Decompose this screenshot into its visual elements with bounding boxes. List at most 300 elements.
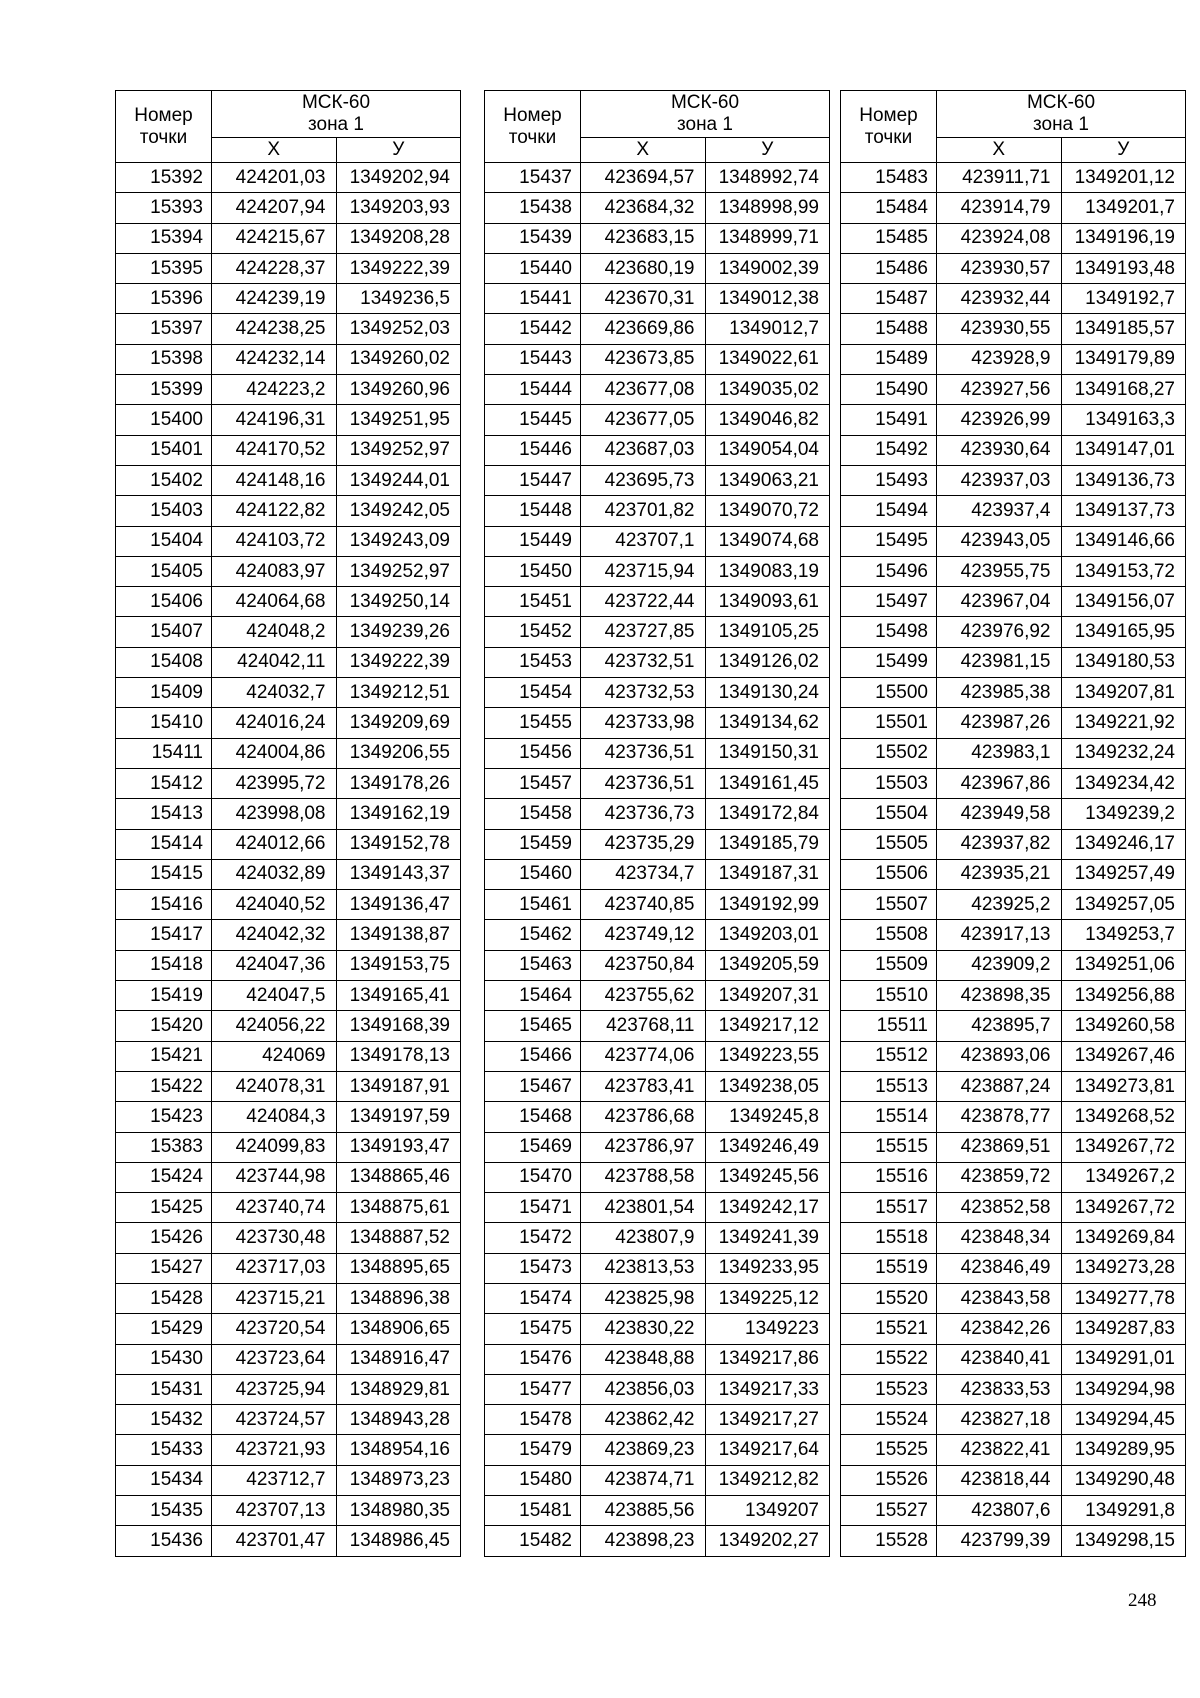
point-number-cell: 15487: [841, 284, 937, 314]
x-coordinate-cell: 423786,97: [581, 1132, 706, 1162]
point-number-cell: 15434: [116, 1465, 212, 1495]
point-number-cell: 15437: [485, 163, 581, 193]
table-row: [485, 1162, 830, 1192]
y-coordinate-cell: 1349192,99: [705, 890, 830, 920]
x-coordinate-cell: 424047,5: [212, 981, 337, 1011]
table-row: [841, 1314, 1186, 1344]
y-coordinate-cell: 1349252,97: [336, 556, 461, 586]
y-coordinate-cell: 1349257,49: [1061, 859, 1186, 889]
table-row: [116, 890, 461, 920]
x-coordinate-cell: 424042,11: [212, 647, 337, 677]
x-coordinate-cell: 424084,3: [212, 1102, 337, 1132]
x-coordinate-cell: 423774,06: [581, 1041, 706, 1071]
y-coordinate-cell: 1349246,17: [1061, 829, 1186, 859]
point-number-cell: 15411: [116, 738, 212, 768]
x-coordinate-cell: 423878,77: [937, 1102, 1062, 1132]
y-coordinate-cell: 1348986,45: [336, 1526, 461, 1556]
header-y: У: [1061, 138, 1186, 163]
x-coordinate-cell: 423914,79: [937, 193, 1062, 223]
x-coordinate-cell: 423669,86: [581, 314, 706, 344]
y-coordinate-cell: 1348916,47: [336, 1344, 461, 1374]
y-coordinate-cell: 1349022,61: [705, 344, 830, 374]
x-coordinate-cell: 423722,44: [581, 587, 706, 617]
table-row: [841, 981, 1186, 1011]
table-row: [116, 1011, 461, 1041]
point-number-cell: 15504: [841, 799, 937, 829]
table-row: [116, 1223, 461, 1253]
x-coordinate-cell: 423684,32: [581, 193, 706, 223]
point-number-cell: 15445: [485, 405, 581, 435]
table-row: [485, 829, 830, 859]
y-coordinate-cell: 1349192,7: [1061, 284, 1186, 314]
y-coordinate-cell: 1348999,71: [705, 223, 830, 253]
table-row: [116, 284, 461, 314]
table-row: [116, 465, 461, 495]
table-row: [841, 890, 1186, 920]
x-coordinate-cell: 423930,64: [937, 435, 1062, 465]
point-number-cell: 15476: [485, 1344, 581, 1374]
y-coordinate-cell: 1349291,01: [1061, 1344, 1186, 1374]
x-coordinate-cell: 424004,86: [212, 738, 337, 768]
point-number-cell: 15511: [841, 1011, 937, 1041]
y-coordinate-cell: 1349250,14: [336, 587, 461, 617]
x-coordinate-cell: 423840,41: [937, 1344, 1062, 1374]
table-row: [841, 193, 1186, 223]
x-coordinate-cell: 424223,2: [212, 375, 337, 405]
point-number-cell: 15456: [485, 738, 581, 768]
y-coordinate-cell: 1349153,75: [336, 950, 461, 980]
x-coordinate-cell: 424012,66: [212, 829, 337, 859]
point-number-cell: 15486: [841, 253, 937, 283]
y-coordinate-cell: 1349269,84: [1061, 1223, 1186, 1253]
table-row: [841, 1405, 1186, 1435]
point-number-cell: 15490: [841, 375, 937, 405]
y-coordinate-cell: 1349134,62: [705, 708, 830, 738]
y-coordinate-cell: 1349138,87: [336, 920, 461, 950]
x-coordinate-cell: 423955,75: [937, 556, 1062, 586]
point-number-cell: 15428: [116, 1283, 212, 1313]
point-number-cell: 15502: [841, 738, 937, 768]
table-row: [485, 981, 830, 1011]
y-coordinate-cell: 1349233,95: [705, 1253, 830, 1283]
y-coordinate-cell: 1349180,53: [1061, 647, 1186, 677]
point-number-cell: 15397: [116, 314, 212, 344]
y-coordinate-cell: 1349251,06: [1061, 950, 1186, 980]
point-number-cell: 15488: [841, 314, 937, 344]
x-coordinate-cell: 423744,98: [212, 1162, 337, 1192]
point-number-cell: 15508: [841, 920, 937, 950]
y-coordinate-cell: 1349212,51: [336, 678, 461, 708]
table-row: [485, 284, 830, 314]
table-row: [485, 738, 830, 768]
x-coordinate-cell: 424239,19: [212, 284, 337, 314]
x-coordinate-cell: 423725,94: [212, 1374, 337, 1404]
table-row: [116, 708, 461, 738]
x-coordinate-cell: 423715,94: [581, 556, 706, 586]
table-row: [485, 375, 830, 405]
y-coordinate-cell: 1349093,61: [705, 587, 830, 617]
x-coordinate-cell: 423983,1: [937, 738, 1062, 768]
x-coordinate-cell: 424232,14: [212, 344, 337, 374]
x-coordinate-cell: 423926,99: [937, 405, 1062, 435]
x-coordinate-cell: 424170,52: [212, 435, 337, 465]
y-coordinate-cell: 1349178,26: [336, 768, 461, 798]
y-coordinate-cell: 1349291,8: [1061, 1496, 1186, 1526]
table-row: [485, 617, 830, 647]
x-coordinate-cell: 423687,03: [581, 435, 706, 465]
y-coordinate-cell: 1349168,27: [1061, 375, 1186, 405]
x-coordinate-cell: 423740,85: [581, 890, 706, 920]
table-row: [116, 1102, 461, 1132]
x-coordinate-cell: 424148,16: [212, 465, 337, 495]
point-number-cell: 15408: [116, 647, 212, 677]
point-number-cell: 15432: [116, 1405, 212, 1435]
table-row: [841, 678, 1186, 708]
x-coordinate-cell: 423801,54: [581, 1193, 706, 1223]
table-row: [485, 253, 830, 283]
point-number-cell: 15451: [485, 587, 581, 617]
header-msk-zone: [937, 91, 1186, 138]
y-coordinate-cell: 1349187,31: [705, 859, 830, 889]
point-number-cell: 15479: [485, 1435, 581, 1465]
y-coordinate-cell: 1349242,05: [336, 496, 461, 526]
table-row: [841, 799, 1186, 829]
x-coordinate-cell: 424201,03: [212, 163, 337, 193]
point-number-cell: 15447: [485, 465, 581, 495]
table-row: [841, 1011, 1186, 1041]
point-number-cell: 15406: [116, 587, 212, 617]
point-number-cell: 15395: [116, 253, 212, 283]
y-coordinate-cell: 1349203,93: [336, 193, 461, 223]
table-row: [485, 799, 830, 829]
y-coordinate-cell: 1349196,19: [1061, 223, 1186, 253]
point-number-cell: 15459: [485, 829, 581, 859]
table-row: [485, 647, 830, 677]
x-coordinate-cell: 423898,35: [937, 981, 1062, 1011]
point-number-cell: 15419: [116, 981, 212, 1011]
point-number-cell: 15505: [841, 829, 937, 859]
y-coordinate-cell: 1349217,64: [705, 1435, 830, 1465]
table-row: [485, 1011, 830, 1041]
x-coordinate-cell: 423755,62: [581, 981, 706, 1011]
x-coordinate-cell: 423825,98: [581, 1283, 706, 1313]
point-number-cell: 15475: [485, 1314, 581, 1344]
x-coordinate-cell: 423813,53: [581, 1253, 706, 1283]
point-number-cell: 15526: [841, 1465, 937, 1495]
x-coordinate-cell: 423720,54: [212, 1314, 337, 1344]
x-coordinate-cell: 423930,55: [937, 314, 1062, 344]
y-coordinate-cell: 1349153,72: [1061, 556, 1186, 586]
x-coordinate-cell: 423937,82: [937, 829, 1062, 859]
x-coordinate-cell: 424056,22: [212, 1011, 337, 1041]
x-coordinate-cell: 424069: [212, 1041, 337, 1071]
table-row: [116, 1071, 461, 1101]
table-row: [116, 768, 461, 798]
y-coordinate-cell: 1349244,01: [336, 465, 461, 495]
y-coordinate-cell: 1349063,21: [705, 465, 830, 495]
table-row: [485, 556, 830, 586]
y-coordinate-cell: 1349222,39: [336, 647, 461, 677]
x-coordinate-cell: 423695,73: [581, 465, 706, 495]
point-number-cell: 15436: [116, 1526, 212, 1556]
x-coordinate-cell: 423943,05: [937, 526, 1062, 556]
table-row: [116, 1253, 461, 1283]
x-coordinate-cell: 424083,97: [212, 556, 337, 586]
point-number-cell: 15394: [116, 223, 212, 253]
point-number-cell: 15460: [485, 859, 581, 889]
y-coordinate-cell: 1349256,88: [1061, 981, 1186, 1011]
table-row: [116, 799, 461, 829]
y-coordinate-cell: 1349161,45: [705, 768, 830, 798]
y-coordinate-cell: 1349234,42: [1061, 768, 1186, 798]
point-number-cell: 15481: [485, 1496, 581, 1526]
y-coordinate-cell: 1349239,2: [1061, 799, 1186, 829]
point-number-cell: 15399: [116, 375, 212, 405]
x-coordinate-cell: 424207,94: [212, 193, 337, 223]
y-coordinate-cell: 1349239,26: [336, 617, 461, 647]
x-coordinate-cell: 424103,72: [212, 526, 337, 556]
point-number-cell: 15415: [116, 859, 212, 889]
x-coordinate-cell: 423717,03: [212, 1253, 337, 1283]
y-coordinate-cell: 1349217,12: [705, 1011, 830, 1041]
x-coordinate-cell: 423852,58: [937, 1193, 1062, 1223]
table-row: [485, 193, 830, 223]
point-number-cell: 15498: [841, 617, 937, 647]
table-row: [116, 375, 461, 405]
point-number-cell: 15496: [841, 556, 937, 586]
x-coordinate-cell: 423985,38: [937, 678, 1062, 708]
y-coordinate-cell: 1349207,31: [705, 981, 830, 1011]
x-coordinate-cell: 424196,31: [212, 405, 337, 435]
point-number-cell: 15500: [841, 678, 937, 708]
y-coordinate-cell: 1349207: [705, 1496, 830, 1526]
point-number-cell: 15401: [116, 435, 212, 465]
table-row: [841, 1253, 1186, 1283]
x-coordinate-cell: 424016,24: [212, 708, 337, 738]
y-coordinate-cell: 1348875,61: [336, 1193, 461, 1223]
x-coordinate-cell: 423733,98: [581, 708, 706, 738]
x-coordinate-cell: 423848,88: [581, 1344, 706, 1374]
point-number-cell: 15431: [116, 1374, 212, 1404]
table-row: [485, 1132, 830, 1162]
x-coordinate-cell: 423887,24: [937, 1071, 1062, 1101]
point-number-cell: 15440: [485, 253, 581, 283]
y-coordinate-cell: 1349137,73: [1061, 496, 1186, 526]
x-coordinate-cell: 424078,31: [212, 1071, 337, 1101]
point-number-cell: 15469: [485, 1132, 581, 1162]
table-row: [841, 223, 1186, 253]
y-coordinate-cell: 1349294,98: [1061, 1374, 1186, 1404]
table-row: [841, 253, 1186, 283]
y-coordinate-cell: 1349178,13: [336, 1041, 461, 1071]
point-number-cell: 15516: [841, 1162, 937, 1192]
y-coordinate-cell: 1349260,58: [1061, 1011, 1186, 1041]
header-num-line2: точки: [864, 126, 913, 148]
x-coordinate-cell: 423843,58: [937, 1283, 1062, 1313]
table-row: [116, 1374, 461, 1404]
table-row: [116, 1526, 461, 1556]
table-row: [841, 1071, 1186, 1101]
y-coordinate-cell: 1349203,01: [705, 920, 830, 950]
y-coordinate-cell: 1349074,68: [705, 526, 830, 556]
point-number-cell: 15507: [841, 890, 937, 920]
x-coordinate-cell: 423701,47: [212, 1526, 337, 1556]
x-coordinate-cell: 424228,37: [212, 253, 337, 283]
x-coordinate-cell: 423727,85: [581, 617, 706, 647]
table-row: [116, 829, 461, 859]
y-coordinate-cell: 1348973,23: [336, 1465, 461, 1495]
x-coordinate-cell: 423981,15: [937, 647, 1062, 677]
point-number-cell: 15424: [116, 1162, 212, 1192]
point-number-cell: 15412: [116, 768, 212, 798]
point-number-cell: 15448: [485, 496, 581, 526]
table-row: [116, 193, 461, 223]
point-number-cell: 15413: [116, 799, 212, 829]
point-number-cell: 15506: [841, 859, 937, 889]
table-row: [841, 829, 1186, 859]
y-coordinate-cell: 1349267,72: [1061, 1193, 1186, 1223]
table-row: [485, 1496, 830, 1526]
x-coordinate-cell: 423869,51: [937, 1132, 1062, 1162]
y-coordinate-cell: 1349193,47: [336, 1132, 461, 1162]
y-coordinate-cell: 1349162,19: [336, 799, 461, 829]
x-coordinate-cell: 423930,57: [937, 253, 1062, 283]
y-coordinate-cell: 1349206,55: [336, 738, 461, 768]
y-coordinate-cell: 1349046,82: [705, 405, 830, 435]
point-number-cell: 15404: [116, 526, 212, 556]
table-row: [116, 1465, 461, 1495]
y-coordinate-cell: 1349260,96: [336, 375, 461, 405]
point-number-cell: 15416: [116, 890, 212, 920]
x-coordinate-cell: 423730,48: [212, 1223, 337, 1253]
table-row: [116, 1162, 461, 1192]
table-row: [116, 314, 461, 344]
table-row: [841, 1223, 1186, 1253]
x-coordinate-cell: 423677,08: [581, 375, 706, 405]
y-coordinate-cell: 1348992,74: [705, 163, 830, 193]
point-number-cell: 15482: [485, 1526, 581, 1556]
point-number-cell: 15402: [116, 465, 212, 495]
table-row: [485, 1435, 830, 1465]
point-number-cell: 15467: [485, 1071, 581, 1101]
point-number-cell: 15452: [485, 617, 581, 647]
point-number-cell: 15518: [841, 1223, 937, 1253]
table-row: [116, 587, 461, 617]
x-coordinate-cell: 423833,53: [937, 1374, 1062, 1404]
table-row: [841, 1102, 1186, 1132]
point-number-cell: 15483: [841, 163, 937, 193]
x-coordinate-cell: 423683,15: [581, 223, 706, 253]
x-coordinate-cell: 423715,21: [212, 1283, 337, 1313]
x-coordinate-cell: 423707,1: [581, 526, 706, 556]
y-coordinate-cell: 1349273,28: [1061, 1253, 1186, 1283]
y-coordinate-cell: 1349252,03: [336, 314, 461, 344]
y-coordinate-cell: 1349202,27: [705, 1526, 830, 1556]
x-coordinate-cell: 424064,68: [212, 587, 337, 617]
x-coordinate-cell: 423987,26: [937, 708, 1062, 738]
table-row: [485, 314, 830, 344]
y-coordinate-cell: 1349105,25: [705, 617, 830, 647]
x-coordinate-cell: 423911,71: [937, 163, 1062, 193]
point-number-cell: 15468: [485, 1102, 581, 1132]
x-coordinate-cell: 423735,29: [581, 829, 706, 859]
point-number-cell: 15489: [841, 344, 937, 374]
point-number-cell: 15392: [116, 163, 212, 193]
point-number-cell: 15465: [485, 1011, 581, 1041]
y-coordinate-cell: 1349201,7: [1061, 193, 1186, 223]
y-coordinate-cell: 1349217,33: [705, 1374, 830, 1404]
y-coordinate-cell: 1349245,8: [705, 1102, 830, 1132]
x-coordinate-cell: 423856,03: [581, 1374, 706, 1404]
point-number-cell: 15443: [485, 344, 581, 374]
y-coordinate-cell: 1349267,72: [1061, 1132, 1186, 1162]
table-row: [485, 1465, 830, 1495]
table-row: [841, 1435, 1186, 1465]
x-coordinate-cell: 423822,41: [937, 1435, 1062, 1465]
point-number-cell: 15421: [116, 1041, 212, 1071]
table-row: [485, 1102, 830, 1132]
table-row: [485, 768, 830, 798]
table-row: [485, 344, 830, 374]
x-coordinate-cell: 423732,53: [581, 678, 706, 708]
y-coordinate-cell: 1349147,01: [1061, 435, 1186, 465]
point-number-cell: 15523: [841, 1374, 937, 1404]
header-num-line1: Номер: [859, 104, 918, 126]
y-coordinate-cell: 1348929,81: [336, 1374, 461, 1404]
point-number-cell: 15517: [841, 1193, 937, 1223]
point-number-cell: 15446: [485, 435, 581, 465]
x-coordinate-cell: 423707,13: [212, 1496, 337, 1526]
table-row: [485, 1526, 830, 1556]
table-row: [841, 768, 1186, 798]
y-coordinate-cell: 1349205,59: [705, 950, 830, 980]
header-msk-line2: зона 1: [677, 114, 733, 135]
x-coordinate-cell: 424042,32: [212, 920, 337, 950]
point-number-cell: 15519: [841, 1253, 937, 1283]
header-x: Х: [581, 138, 706, 163]
x-coordinate-cell: 424032,7: [212, 678, 337, 708]
table-row: [841, 1526, 1186, 1556]
x-coordinate-cell: 423885,56: [581, 1496, 706, 1526]
y-coordinate-cell: 1349290,48: [1061, 1465, 1186, 1495]
y-coordinate-cell: 1349193,48: [1061, 253, 1186, 283]
x-coordinate-cell: 423827,18: [937, 1405, 1062, 1435]
x-coordinate-cell: 423848,34: [937, 1223, 1062, 1253]
x-coordinate-cell: 423750,84: [581, 950, 706, 980]
x-coordinate-cell: 423749,12: [581, 920, 706, 950]
x-coordinate-cell: 423842,26: [937, 1314, 1062, 1344]
y-coordinate-cell: 1349179,89: [1061, 344, 1186, 374]
x-coordinate-cell: 424238,25: [212, 314, 337, 344]
point-number-cell: 15512: [841, 1041, 937, 1071]
point-number-cell: 15409: [116, 678, 212, 708]
table-row: [485, 1314, 830, 1344]
header-msk-zone: [212, 91, 461, 138]
x-coordinate-cell: 423736,73: [581, 799, 706, 829]
point-number-cell: 15501: [841, 708, 937, 738]
x-coordinate-cell: 423967,86: [937, 768, 1062, 798]
point-number-cell: 15510: [841, 981, 937, 1011]
y-coordinate-cell: 1349268,52: [1061, 1102, 1186, 1132]
header-num-line1: Номер: [503, 104, 562, 126]
y-coordinate-cell: 1349156,07: [1061, 587, 1186, 617]
table-row: [841, 617, 1186, 647]
table-row: [841, 1041, 1186, 1071]
point-number-cell: 15470: [485, 1162, 581, 1192]
table-row: [485, 950, 830, 980]
point-number-cell: 15472: [485, 1223, 581, 1253]
y-coordinate-cell: 1349136,73: [1061, 465, 1186, 495]
